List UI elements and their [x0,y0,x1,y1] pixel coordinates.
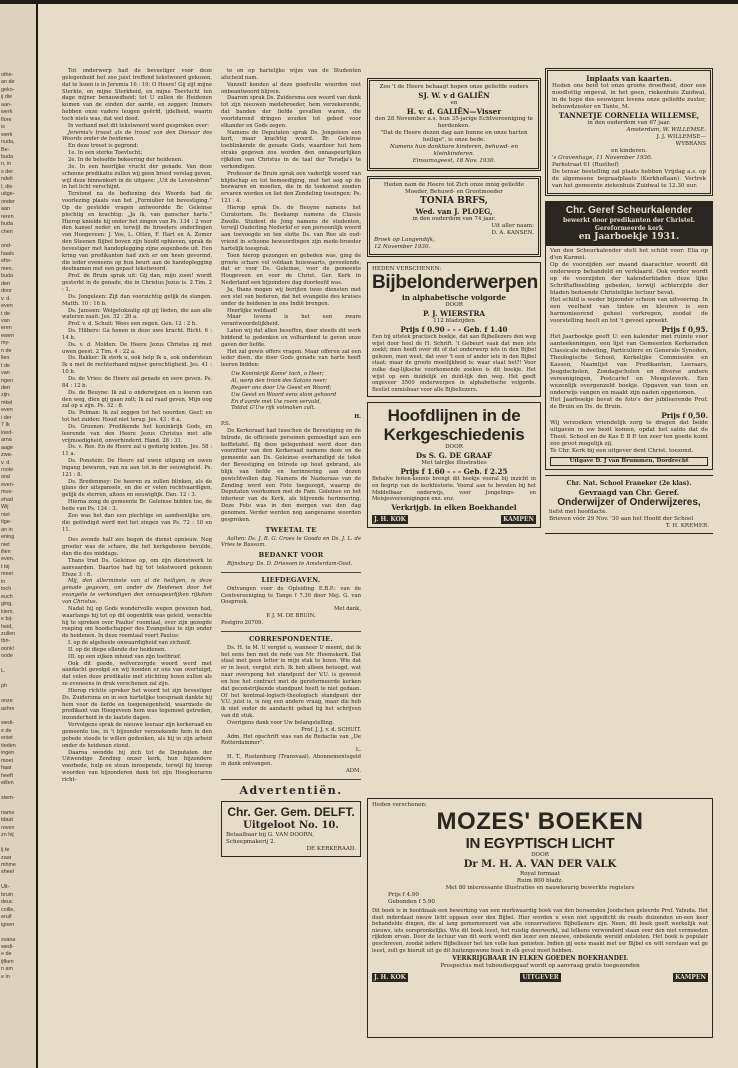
ad-text: Een bij uitstek practisch boekje, dat aan Bijbellezers den weg wijst door heel de H. Schrift. 't Gebeurt vaak dat men iets zoekt; men heeft over dit of dat onderwerp iets in den Bijbel gelezen, men weet, dat over 't een of ander iets in den Bijbel staat; maar de groote moeilijkheid is: waar staat het?! Voor zulke dag-lijksche voorkomende zoeken is dit boekje. Het wijst op een duidelijk en duid-lijk den weg. Het geeft ongeveer 3500 onderwerpen in alphabetische volgorde. Beslist onmisbaar voor alle Bijbellezers. [372,334,536,393]
postgiro: Postgiro 20709. [221,619,264,626]
ad-text: Namens hun dankbare kinderen, behuwd- en kleinkinderen. [389,144,519,157]
margin-fragment: mkel [1,399,13,406]
ad-title: Hoofdlijnen in de Kerkgeschiedenis [383,406,525,445]
paragraph: Maar tevens is het een zware verantwoordelijkheid. [221,314,361,328]
ad-text: Wij verzoeken vriendelijk zorg te dragen dat beide uitgaven in uw bezit komen, opdat het saldo dat de Theol. School en de Kas E B P. ten zeer ten goede komt zoo groot mogelijk zij. [550,420,708,447]
paragraph: Ja, thans mogen wij berijten twee diensten met een stel van bederen, dat het evangelie des kruises onder de heidenen in ons Indië brengen. [221,287,361,307]
margin-fragment: i der [1,414,12,421]
margin-fragment: zaar [1,854,12,861]
margin-fragment: e de [1,727,12,734]
ad-publisher: Uitgave D. J van Brummen, Dordrecht [550,457,708,466]
paragraph: Ds. de Vries: de Heere zal genade en eere geven. Ps. 84 : 12 b. [62,375,212,389]
ad-text: Broek op Langendijk, [374,237,435,243]
ad-text: "Dat de Heere dezen dag aan bunne en onze harten heilige", is onze bede. [380,130,528,143]
signature: Prof. J. J. v. d. SCHUIT. [301,726,361,733]
margin-fragment [0,929,36,936]
margin-fragment: haals [1,250,14,257]
margin-fragment: L. [1,668,6,675]
paragraph: Professor de Bruin sprak een vaderlijk woord van blijdschap en tot bemoediging, met het oog op de bezwaren en moeiten, die in de toekomst zouden ervaren worden en liet den Zendeling toezingen: Ps. 121 : 4. [221,170,361,205]
margin-fragment: even- [1,481,15,488]
ad-text: Prospectus met tuboudsopgaaf wordt op aanvraag gratis toegezonden [440,963,640,970]
paragraph: H. T., Rustenburg (Transvaal). Abonnementsgeld in dank ontvangen. [221,754,361,767]
signature: H. [354,414,361,421]
ad-text: Heden nam de Heere tot Zich onze innig geliefde Moeder, Behuwd- en Grootmoeder [383,182,525,195]
margin-fragment: onder [1,198,15,205]
margin-fragment: toch [1,586,12,593]
ad-text: Dit boek is in hoofdzaak een bewerking van een merkwaardig boek van den beroemden Joodschen geleerde Prof. Yahuda. Het doet inderdaad nieuw licht opgaan over den Bijbel. Hier worden u even niet opgedicht de reeds duizenden en-een keer behandelde dingen, die al lang gememoreerd van alle conservatieve Bijbellezers zijn. Neen, dit boek geeft werkelijk wat nieuws, iets oorspronkelijks. Wie dit boek leest, het ruistig doorwerkt, zal telkens verwonderd staan over den niet vermoeden rijkdom ervan. Door de lectuur van dit werk wordt den lezer een nieuwe, onbekende wereld ontsloten. Het boek is populair geschreven, zoodat iedere Bijbellezer het ten volle kan genieten. Indien gij eens maakt met uw Bijbel en wilt verstaan wat ge leest, zult ge hieruit uit ge dit buitengewone boek in elk geval moet hebben. [372,908,708,954]
margin-fragment: tbri- [1,638,11,645]
paragraph: Ds. Groenen: Predikende het koninkrijk Gods, en leerende van den Heere Jezus Christus met alle vrijmoedigheid, onverhinderd. Hand. 28 : 31. [62,423,212,444]
ad-text: Brieven vóór 29 Nov. '30 aan het Hoofd der School [549,516,694,522]
margin-fragment: ewen [1,332,14,339]
column-1 [62,68,212,1058]
paragraph: Daarom sprak Ds. Zuidersma een woord van dank tot zijn nieuwen medebroeder, hem verzekerende, dat banden der liefde gevallen waren, die voortdurend dringen zouden tot gebed voor elkander en Gods zegen. [221,95,361,129]
margin-fragment: heeft [1,772,13,779]
margin-fragment: buda [1,153,13,160]
ad-text: Op de voorzijden ser maand daarachter woordt dit onderwerp behandeld en verklaard. Ook verder wordt op de voorzijden der kalenderbladen deze lijke Schriftafbeelding gebeden, terwijl achterzijde der bladen bedoende Christelijke lectuur bevat. [550,262,708,296]
margin-fragment: s der [1,168,13,175]
ad-publisher-row [372,973,708,982]
ad-footer: VERKRIJGBAAR IN ELKEN GOEDEN BOEKHANDEL [452,955,628,963]
margin-fragment [0,676,36,683]
ad-text: DOOR [445,302,463,308]
ps-label: P.S. [221,421,231,428]
ad-subtitle: bewerkt door predikanten der Christel. Gereformeerde kerk [563,217,695,232]
ad-publisher-row [372,515,536,524]
margin-fragment: haar [1,765,12,772]
ad-price: Prijs f 0.90 - - - Geb. f 1.40 [400,325,508,334]
paragraph: Prof. v. d. Schuit: Wees een zegen. Gen. 12 : 2 b. [68,321,197,328]
paragraph: Ds. Polman: Ik zal zeggen tot het noorden: Geef; en tot het zuiden: Houd niet terug. Jes. 43 : 6 a. [62,410,212,424]
margin-fragment: heid, [1,623,13,630]
margin-fragment: mhme [1,862,16,869]
ad-text: De teraar bestelling zal plaats hebben Vrijdag a.s. op de algemeene begraafplaats (Kerkhoflaan). Vertrek van het gemeente ziekenhuis Zuidwal te 12.30 uur. [552,169,706,189]
ad-header: HEDEN VERSCHENEN: [372,266,442,272]
margin-fragment: onze [1,698,13,705]
margin-fragment: flore [1,116,12,123]
paragraph: De Kerkeraad had tusschen de Bevestiging en de Intrede, de officieele personen gemoedigd aan een koffietafel. Bij deze gelegenheid werd door den voorzitter van den Kerkeraad namens deze en de gemeente aan Ds. Geleinse overhandigd de tekst der Bevestiging en Intrede op hout gebrand, als blijk van liefde en herinnering aan dezen gewichtvollen dag. Namens de Nazkeraas van de Zending werd een Foto toegezegd, waarop de Deputaten voorkomen met de Fam. Geleinse en het interieur van de Kerk, als blijvende herinnering. Deze Foto was in den morgen van den dag genomen. Verder werden nog aangename woorden gesproken. [221,427,361,523]
margin-fragment: moet [1,757,13,764]
paragraph: Ds. Bakker: Ik sterk u, ook help Ik u, ook ondersteun Ik u met de rechterhand mijner gerechtigheid. Jes. 41 : 10 b. [62,355,212,376]
paragraph: Tot onderwerp had de bevestiger voor deze gelegenheid het zoo juist treffend tekstwoord gekozen, dat te lezen is in Jeremia 16 : 19: O Heere! Gij zijt mijne Sterkte, en mijne Sterkheid, en mijne Toevlucht ten dage mijner benauwdheid; tot U zullen de Heidenen komen van de einden der aarde, en zeggen: Immers hebben onze vaders leugen geërfd, ijdelheid, waarin toch niets was, dat wel deed. [62,68,212,122]
margin-fragment: ijfken [1,958,14,965]
margin-fragment: ening [1,534,15,541]
margin-fragment: t de [1,362,10,369]
ad-name: TONIA BRFS, [420,196,488,206]
paragraph: Vanzelf konden al deze goedvolle woorden niet onbeantwoord blijven. [221,81,361,95]
ad-text: en kinderen. [611,148,647,154]
ad-text: WYBRANS [675,141,706,147]
margin-fragment: ond- [1,243,12,250]
margin-fragment: mus- [1,489,13,496]
paragraph: Heerlijke weldaad! [227,307,278,314]
margin-fragment [0,236,36,243]
signature: Met dank, [334,606,361,613]
margin-fragment: eillen [1,780,14,787]
ad-text: 12 November 1930. [374,244,431,250]
margin-fragment: ngen [1,377,13,384]
paragraph: Terstond na de bediening des Woords had de voorlezing plaats van het „Formulier tot bevestiging.” Op de gestelde vragen antwoordde Br. Geleinse plechtig en krachtig: „Ja ik, van ganscher harte.” Hierop knielde hij onder het zingen van Ps. 134 : 2 voor den kansel neder en terwijl de broeders onderlingen van Hoogeveen: J. Vos, L. Otten, F. Hart en A. Zomer den Steenen Bijbel boven zijn hoofd ophieven, sprak de bevestiger met handoplegging zijne zegenbede uit. Een kring van predikanten had zich er om heen gevormd, die ieder eveneens op hun beurt aan de handoplegging deelnamen met een gepast tekstwoord. [62,191,212,273]
margin-fragment: chen [1,228,13,235]
ad-subtitle: in alphabetische volgorde [401,293,507,302]
margin-fragment [0,691,36,698]
ad-price: Prijs f 0,95. [661,325,708,334]
paragraph: Namens de Deputaten sprak Ds. Jongeleen een kort, maar krachtig woord. Br. Geleinse toeblinkende de genade Gods, waardoor hut hem straks gegeven zou worden den onnaspeurlijken rijkdom van Christus in de taal der Toradja's te verkondigen. [221,129,361,170]
ad-text: Behalve feiten-kennis brengt dit boekje vooral bij inzicht in en begrip van de kerkhistorie. Vooral aan te bevelen bij het Middelbaar onderwijs, voor Jongelings- en Meisjesvereenigingen enz. enz. [372,476,536,503]
margin-fragment: n, in [1,161,12,168]
ad-publisher: J. H. KOK [374,974,406,982]
margin-fragment: othe- [1,72,14,78]
margin-fragment [0,661,36,668]
divider [221,572,361,573]
margin-fragment: van [1,370,10,377]
margin-fragment: eniet [1,735,13,742]
margin-fragment: meer [1,571,14,578]
ad-text: en [450,100,458,106]
section-heading: TWEETAL TE [265,525,317,534]
ad-subtitle: Uitgeloot No. 10. [243,819,339,831]
margin-fragment: euch [1,593,13,600]
ad-title: Chr. Geref Scheurkalender [565,205,693,216]
ad-kerkgeschiedenis [367,402,541,527]
margin-fragment: tdaat [1,817,13,824]
signature: P. J. M. DE BRUIN. [266,613,316,620]
ad-text: D. A. KANSEN. [491,230,534,236]
ad-scheurkalender [545,201,713,470]
paragraph: In verband met dit tekstwoord werd gesproken over: [68,122,210,129]
ad-text: Te Chr. Kerk bij een uitgever dent Christ. toezond. [550,448,694,454]
ad-mozes-boeken [367,798,713,1038]
margin-fragment: e de [1,951,12,958]
margin-fragment: men. [1,265,13,272]
ad-year: en Jaarboekje 1931. [578,232,680,242]
section-heading: LIEFDEGAVEN. [261,575,321,584]
paragraph: Zoo was het dan een plechtige en aandoenlijke ure, die geëindigd werd met het zingen van Ps. 72 : 10 en 11. [62,512,212,533]
paragraph: En deze troost is gegrond: [68,143,139,150]
margin-fragment: geko- [1,86,15,93]
ad-text: Het Jaarboekje bevat de foto's der jubileerende Prof. de Bruin en Ds. de Bruin. [550,397,708,410]
margin-fragment: ging, [1,601,13,608]
ad-price: Prijs f 0,50. [661,411,708,420]
ad-text: DOOR [531,852,549,858]
margin-fragment: svana [1,936,16,943]
ad-publisher-label: UITGEVER [522,974,559,982]
paragraph: Ontvangen voor de Opleiding E.B.P.: van de Centvereeniging te Tange f 7.30 door Mej. G. van Oosprook. [221,585,361,606]
margin-fragment: bruin [1,891,13,898]
margin-fragment: Be- [1,146,10,153]
paragraph: Mij, den allerminste van al de heiligen, is deze genade gegeven, om onder de Heidenen door het evangelie te verkondigen den onnaspeurlijken rijkdom van Christus. [62,578,212,605]
margin-fragment: door [1,288,12,295]
ad-name: H. v. d. GALIËN—Visser [406,107,502,116]
ad-title: Onderwijzer of Onderwijzeres, [557,497,701,508]
ad-title-block [546,202,712,246]
margin-fragment: ehad [1,496,13,503]
margin-fragment: tieden [1,742,16,749]
margin-fragment: ingen [1,750,15,757]
margin-fragment: coille, [1,906,15,913]
margin-fragment: reren [1,213,14,220]
ad-text: 's Gravenhage, 11 November 1930. [552,155,653,161]
margin-fragment: van [1,317,10,324]
margin-fragment: llen [1,355,10,362]
margin-fragment: zullen [1,630,16,637]
margin-fragment: ignen [1,921,15,928]
paragraph: 2e. In de beloofde bekeering der heidenen. [68,156,183,163]
margin-fragment [0,840,36,847]
ad-name: Wed. van J. PLOEG, [415,207,493,216]
ad-text: liefst met hoofdacte. [549,509,608,515]
margin-fragment: zn hij [1,832,14,839]
margin-fragment: roven [1,824,15,831]
margin-fragment: e in [1,973,10,980]
margin-fragment: werk [1,109,13,116]
margin-fragment: v. d. [1,295,11,302]
ad-death-notice [367,176,541,257]
section-heading: BEDANKT VOOR [258,551,324,560]
ad-author: Dr M. H. A. VAN DER VALK [463,859,617,870]
margin-fragment: nuda, [1,139,15,146]
margin-fragment: werk [1,131,13,138]
ad-text: Het schild is weder bijzonder schoon van uitvoering. In een veelheid van tinten en kleuren is een harmonieerend geheel verkregen, zoodat de voorstelling heelt en tot 't gevoel spreekt. [550,297,708,324]
margin-fragment: t bij [1,563,10,570]
margin-fragment: v. d. [1,459,11,466]
ad-signature: DE KERKERAAD. [306,845,356,852]
margin-fragment: den [1,280,10,287]
ad-text: in den ouderdom van 67 jaar. [587,120,671,126]
ad-text: Heden ons beid tot onze groote droefheid, door een noodlottig ongeval, in het geen, riekenhuis Zuidwal, in de hope des eeuwigen levens onze geliefde zuster, behuwdzuster en Tante, M. [552,83,706,110]
margin-fragment: 7 Ik [1,422,10,429]
ad-text: Het Jaarboekje geeft U: een kalender met ruimte voor aanteekeningen, een lijst van Gemeenten Kerkeraden Classicale indeeling, Particuliere en Generale Synoden, Theologische School, Kerkelijke Commissiën en Kassen, Naamlijst van Predikanten, Leeraars, Jeugdscholen, Zondagscholen en diverse andere vereenigingen, Postcarief en Meegeleverk. Een wezenlijk overgenzeld boekje. Opgaven van toen en onderwijs vangen en maakt zijn naden opgenomen. [550,334,708,396]
ad-header: Inplaats van kaarten. [586,74,672,83]
margin-fragment [0,713,36,720]
margin-fragment [0,788,36,795]
ad-city: KAMPEN [503,515,534,523]
margin-fragment: eruif [1,914,12,921]
ad-text: Zoo 't de Heere behaagt hopen onze geliefde ouders [379,84,529,90]
left-page-margin [0,4,36,1068]
margin-fragment: sheel [1,869,14,876]
margin-fragment: aage [1,444,13,451]
paragraph: 1e. In een sterke Toevlucht; [68,150,143,157]
paragraph: Aalten: Ds. J. B. G. Croes te Gouda en Ds. J. L. de Vries te Bussum. [221,535,361,549]
paragraph: Nadat hij op Gods wondervolle wegen gewezen had, waarlangs hij tot op dit oogenblik was geleid, wenschte hij te spreken over Paulus' roomtaal, over zijn gezegde roeping om hoodschapper des Evangelies te zijn onder de heidenen. In deze roemtaal voert Paulus: [62,605,212,640]
paragraph: Het zal gewis offers vragen. Maar offeren zal een ieder doen, die door Gods genade van harte heeft leeren bidden: [221,348,361,369]
paragraph: Daarna wendde hij zich tot de Deputaten der Uitwendige Zending onzer kerk, hun bijzondere voorbede, hulp en steun inroepende, terwijl hij hierop woorden van bijzonderen dank tot zijn Hoogleeraren richt- [62,749,212,783]
margin-fragment: is [1,124,5,131]
paragraph: II. op de diepe ellende der heidenen. [68,646,167,653]
paragraph: Ds. de Beuyne: Ik zal u onderwijzen en u leeren van den weg, dien gij gaan zult; Ik zal raad geven, Mijn oog zal op u zijn. Ps. 32 : 8. [62,389,212,410]
poem: Uw Koninkrijk Kome' toch, o Heer; Al, werp den troon des Satans neer; Regeer ons door Uw Geest en Woord; Uw Geest en Woord eens alom gehoord En d'aarde met Uw roem vervuld, Totdat G'Uw rijk volmaken zult. [231,371,337,412]
ad-name: SJ. W. v d GALIËN [418,91,490,100]
ad-text: Royal formaat [520,871,560,877]
ad-city: KAMPEN [675,974,706,982]
ad-header: Heden verschenen: [372,802,427,808]
paragraph: III. op een zijken inhoud van zijn toetbrief. [68,653,182,660]
paragraph: Ds. H. te M. U vergist u, wanneer U meent, dat ik het eens ben met de rede van Mr. Heemskerk. Dat staat met geen letter in mijn stuk te lezen. Wie dat er in leest, vergist zich. Ik heb alleen betoogd, wat naar overspong het standpunt der V.U. is geweest en hoe het contract met de gereformeerde kerken dat geconstrijkende standpunt heeft te niet gedaan. Of het kontmal-logisch-theologisch standpunt der V.U. juist is, is nog een andere vraag, maar die heb ik niet onder de aandacht gebad bij het schrijven van dit stuk. [221,644,361,720]
paragraph: Ds. v. d. Molden: De Heere Jezus Christus zij met uwen geest. 2 Tim. 4 : 22 a. [62,341,212,355]
ad-text: Ruim 800 bladz. [516,878,564,884]
margin-fragment: even [1,407,13,414]
ad-title: MOZES' BOEKEN [436,808,644,835]
margin-fragment: zijn. [1,392,11,399]
margin-fragment: uitge- [1,191,15,198]
margin-fragment: my- [1,340,10,347]
ad-text: Betaalbaar bij G. VAN DOORN, Scheepmakerij 2. [226,831,315,845]
ad-text: Parkstraat 61 (Rusthof) [552,162,619,168]
margin-fragment: even [1,303,13,310]
paragraph: Ds. Bredenmey: De heeren zu zullen blinken, als de glans der uitspansels, en die er velen rechtvaardigen, gelijk de sterren, altoos en eeuwiglijk. Dan. 12 : 3. [62,478,212,499]
ad-death-willemse [545,68,713,196]
paragraph: Overigens dank voor Uw belangstelling. [227,719,334,726]
margin-fragment: oral [1,474,10,481]
ad-text: in den ouderdom van 74 jaar. [412,216,496,222]
paragraph: Prof. de Bruin sprak uit: Gij dan, mijn zoon! wordt gesterkt in de genade, die in Christus Jezus is. 2 Tim. 2 : 1. [62,273,212,293]
ad-text: Met talrijke illustraties [421,460,487,467]
margin-fragment: illen [1,549,11,555]
ad-text: Amsterdam, W. WILLEMSE. [626,127,706,133]
margin-fragment: niet [1,511,10,518]
paragraph: Jeremia's troost als de troost van den Dienaar des Woords onder de heidenen. [62,129,212,143]
ad-price: Gebonden f 5.90 [388,899,435,905]
margin-fragment: roote [1,467,14,474]
paragraph: 3e. In een heerlijke vrucht der genade. Van deze schoone predikatie zullen wij geen breed verslag geven, wijl deze binnenkort in de uitgave: „Uit de Levensbron” in het licht verschijnt. [62,163,212,191]
ad-anniversary [367,78,541,171]
section-heading: CORRESPONDENTIE. [249,634,333,643]
paragraph: te en op hartelijke wijze van de Studenten afscheid nam. [221,68,361,81]
margin-fragment: efor- [1,258,13,265]
ad-signature: T. H. KREMER. [665,523,709,529]
paragraph: Rijnsburg: Ds. D. Driessen te Amsterdam-Oost. [227,561,353,568]
paragraph: Hierna zong de gemeente Br. Geleinse bidden toe, de bede van Ps. 134 : 3. [62,499,212,512]
ad-text: Met 80 interessante illustraties en nauwkeurig bewerkte registers [445,885,635,891]
margin-fragment: deuc [1,899,13,906]
ad-name: TANNETJE CORNELIA WILLEMSE, [558,111,700,120]
margin-fragment: loed- [1,429,13,436]
margin-fragment: den [1,385,10,392]
ad-text: Van den Scheurkalender stelt het schild voor: Elia op d'en Karmel. [550,248,708,261]
ad-author: P. J. WIERSTRA [422,309,486,318]
margin-fragment: ij te [1,847,10,854]
signature: L. [355,747,361,754]
margin-fragment: aan- [1,101,12,108]
paragraph: Ds. Janssen: Welgelukzalig zijt gij lieden, die aan alle wateren zaait. Jes. 32 : 20 a. [62,307,212,321]
ad-chr-ger-gem-delft [221,801,361,857]
column-2 [221,68,361,1058]
margin-fragment: eren [1,325,12,332]
margin-fragment: oode [1,653,13,660]
ad-title: Bijbelonderwerpen [372,272,538,293]
paragraph: Toen hierop gezongen en gebeden was, ging de groote schare vol voldaan huiswaarts, gevoelende, dat er voor Ds. Geleinse, voor de gemeente Hoogeveen en voor de Christ. Ger. Kerk in Nederland een bijzondere dag doorleefd was. [221,252,361,287]
margin-fragment: t de [1,310,10,317]
divider [221,779,361,780]
margin-fragment: an de [1,79,15,86]
margin-fragment: buda [1,273,13,280]
margin-fragment: ashre [1,705,15,712]
paragraph: Hierop richtte spreker het woord tot zijn bevestiger Ds. Zuidersma en in een hartelijke toespraak dankte hij hem voor de liefde en toegenegenheid, waarmede de predikant van Hoogeveen hem was tegemoet getreden, inzonderheid in de laatste dagen. [62,687,212,722]
margin-fragment: ndelt [1,176,13,183]
margin-fragment: aan [1,206,10,213]
margin-fragment: klem, [1,608,14,615]
margin-fragment: zwa- [1,452,13,459]
signature: ADM. [345,767,361,774]
ad-title: IN EGYPTISCH LICHT [465,835,615,852]
paragraph: Ds. Ponstein: De Heere zal uwen uitgang en uwen ingang bewaren, van nu aan tot in der eeuwigheid. Ps. 121 : 8. [62,458,212,478]
paragraph: Thans trad Ds. Geleinse op, om zijn dienstwerk te aanvaarden. Daartoe had hij tot tekstwoord gekozen Efeze 3 : 8. [62,557,212,578]
paragraph: Ds. Jongeleen: Zijt dan voorzichtig gelijk de slangen. Matth. 10 : 16 b. [62,293,212,307]
margin-fragment: ph [1,683,7,690]
ad-text: J. J. WILLEMSE— [656,134,706,140]
margin-fragment: arna [1,437,12,444]
ad-price: Prijs f 1.60 - - - Geb. f 2.25 [400,467,508,477]
paragraph: I. op de algeheele onwaardigheid van zichzelf. [68,640,192,647]
margin-fragment: n de [1,347,12,354]
margin-fragment: niet [1,541,10,548]
ad-title: Chr. Ger. Gem. DELFT. [227,804,355,819]
margin-fragment: e bij- [1,616,13,623]
paragraph: Ds. Hilbers: Ga henen in deze uwe kracht. Richt. 6 : 14 b. [62,328,212,341]
ad-author: Ds S. G. DE GRAAF [415,451,493,461]
margin-fragment: wedi- [1,720,14,727]
paragraph: Hierop sprak Ds. de Beuyne namens het Curatorium. Ds. Beekamp namens de Classis Zwolle. Student de Jong namens de studenten, terwijl Ouderling Nederlof er een persoonlijk woord aan toevoegde en ten slotte Ds. van Ree als oud-vriend in schoone bewoordingen zijn mede-broeder hartelijk toesprak. [221,204,361,252]
margin-fragment: tige- [1,519,12,526]
ad-publisher: J. H. KOK [374,515,406,523]
margin-fragment: wedi- [1,944,14,951]
paragraph: Ds. v. Ree. En de Heere zal u gedurig leiden. Jes. 58 : 11 a. [62,444,212,458]
margin-fragment: oonk! [1,645,15,652]
paragraph: Ook dit goede, welverzorgde woord werd met aandacht gevolgd en wij houden er ons van overtuigd, dat velen deze predikatie met stichting lezen zullen als ze eveneens in druk verschenen zal zijn. [62,660,212,688]
paragraph: Vervolgens sprak de nieuwe leeraar zijn kerkeraad en gemeente toe, in 't bijzonder verzoekende hem in den gebede steeds te willen gedenken, als hij in zijn arbeid onder de heidenen stond. [62,722,212,749]
ad-footer: Verkrijgb. in elken Boekhandel [391,502,517,512]
ad-header: Chr. Nat. School Franeker (2e klas). [566,480,692,487]
margin-fragment: Uit- [1,884,10,891]
margin-fragment: stem- [1,794,15,801]
ad-franeker-school [545,475,713,534]
margin-fragment [0,877,36,884]
margin-fragment: l, die [1,183,13,190]
margin-fragment: name [1,809,15,816]
margin-fragment [0,802,36,809]
ad-price: Prijs f 4.90 [388,892,419,898]
advertenties-heading: Advertentiën. [239,783,343,797]
ad-text: den 28 November a.s. hun 35-jarige Echtvereeniging te herdenken. [375,116,533,129]
paragraph: Adm. Het opschrift was van de Redactie van „De Rotterdammer”. [221,733,361,747]
margin-fragment: ij die [1,94,13,101]
ad-text: 112 bladzijden [433,318,475,324]
ad-text: DOOR [445,444,463,451]
ad-text: Uit aller naam: [491,223,534,229]
ad-bijbelonderwerpen [367,262,541,397]
margin-fragment: in [1,578,6,585]
margin-fragment: buda [1,221,13,228]
margin-fragment: n am [1,966,13,973]
margin-fragment: even. [1,556,15,563]
margin-fragment: an in [1,526,13,533]
ad-text: Gevraagd van Chr. Geref. [578,488,680,497]
divider [221,631,361,632]
margin-fragment: Wij [1,504,9,511]
paragraph: Des avonds half zes begon de dienst opnieuw. Nog grooter was de schare, die het kerkgebouw bevulde, dan die des middags. [62,537,212,558]
ad-text: Einsumageest, 18 Nov. 1930. [412,158,496,164]
paragraph: Laten wij dat allen beseffen, door steeds dit werk biddend te gedenken en volhardend te geven onze gaven der liefde. [221,328,361,348]
